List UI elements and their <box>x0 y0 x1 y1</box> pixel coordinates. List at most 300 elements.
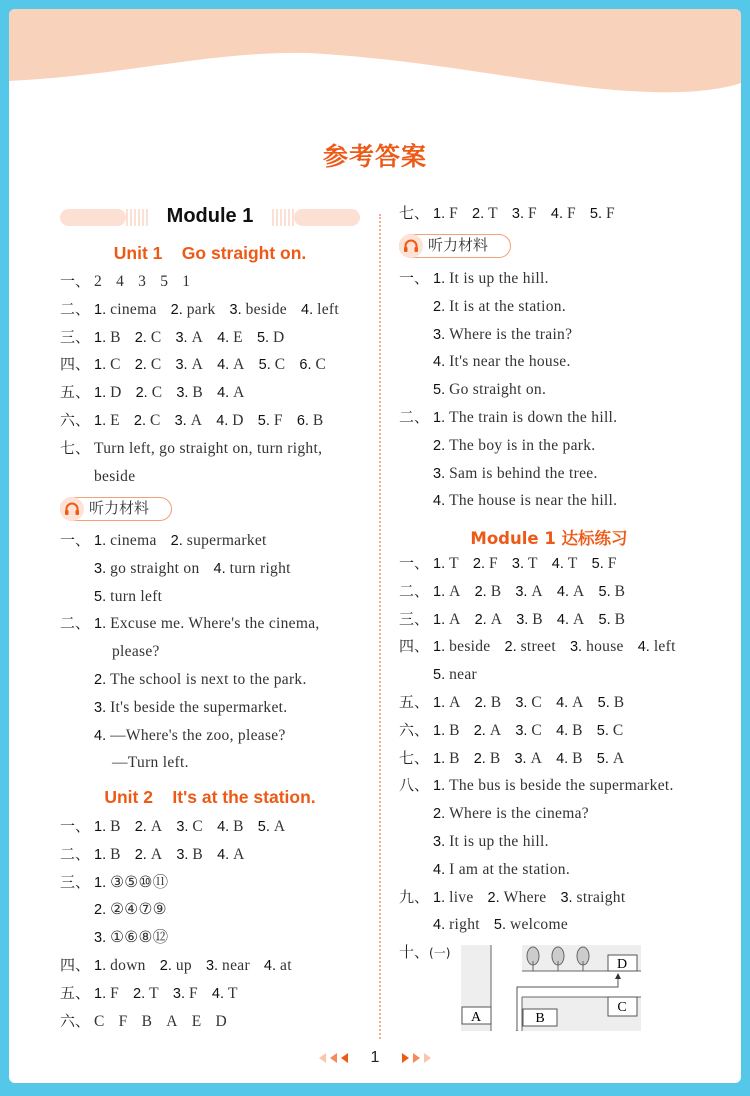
answer-item <box>264 958 292 974</box>
item-number: 1. <box>94 846 107 863</box>
listening-badge <box>399 234 511 258</box>
question-number: 二、 <box>60 614 91 633</box>
item-number: 3. <box>514 750 527 767</box>
answer-text: straight <box>576 888 626 906</box>
answer-item <box>94 847 121 863</box>
answer-text: near <box>449 666 477 684</box>
answer-text: The school is next to the park. <box>110 670 307 688</box>
unit1-heading: Unit 1 Go straight on. <box>113 243 307 263</box>
item-number: 2. <box>134 329 147 346</box>
item-number: 1. <box>94 957 107 974</box>
item-number: 1. <box>433 271 446 287</box>
answer-item <box>433 751 460 767</box>
answer-item <box>557 584 585 600</box>
answer-row <box>60 463 353 491</box>
answer-text: beside <box>94 467 136 485</box>
item-number: 2. <box>133 985 146 1002</box>
item-number: 2. <box>159 957 172 974</box>
answer-item <box>94 469 135 485</box>
answer-text: It is up the hill. <box>449 270 549 287</box>
item-number: 1. <box>433 611 446 628</box>
answer-text: B <box>572 721 583 739</box>
item-number: 1. <box>94 329 107 346</box>
answer-text: A <box>490 610 503 628</box>
answer-row <box>60 841 306 869</box>
answer-text: F <box>449 205 459 222</box>
answer-item <box>142 1014 153 1030</box>
item-number: 1. <box>94 412 107 429</box>
answer-row <box>399 460 631 488</box>
answer-item <box>512 556 538 572</box>
headphones-icon <box>60 497 84 521</box>
answer-item <box>297 413 324 429</box>
answer-text: C <box>151 384 163 402</box>
answer-item <box>138 274 146 290</box>
answer-item <box>560 890 625 906</box>
listening-badge <box>60 497 172 521</box>
answer-text: The train is down the hill. <box>449 408 618 426</box>
answer-text: T <box>567 555 578 572</box>
answer-item <box>472 206 498 222</box>
answer-item <box>259 357 286 373</box>
answer-item <box>512 206 537 222</box>
answer-text: beside <box>449 638 491 656</box>
answer-row <box>399 293 631 321</box>
answer-text: A <box>449 610 461 628</box>
answer-row <box>60 435 353 463</box>
answer-item <box>112 755 189 771</box>
answer-item <box>94 302 157 318</box>
answer-row <box>399 432 631 460</box>
item-number: 3. <box>515 694 528 711</box>
item-number: 1. <box>433 409 446 426</box>
item-number: 3. <box>172 985 185 1002</box>
answer-item <box>433 493 617 509</box>
answer-text: Turn left, go straight on, turn right, <box>94 439 323 457</box>
answer-row <box>399 633 690 661</box>
item-number: 1. <box>94 385 107 402</box>
answer-item <box>433 917 480 933</box>
question-number: 二、 <box>399 407 430 426</box>
answer-item <box>94 533 157 549</box>
answer-item <box>257 330 285 346</box>
answer-text: I am at the station. <box>449 860 571 878</box>
answer-text: 4 <box>116 273 125 290</box>
answer-text: C <box>274 356 286 374</box>
answer-row <box>399 828 690 856</box>
item-number: 4. <box>263 957 277 974</box>
answer-text: F <box>606 205 615 222</box>
answer-item <box>94 700 287 716</box>
answer-item <box>515 584 543 600</box>
practice-heading: Module 1 达标练习 <box>470 529 628 548</box>
question-number: 六、 <box>399 720 430 739</box>
answer-row <box>399 661 690 689</box>
item-number: 5. <box>596 750 609 767</box>
item-number: 4. <box>433 861 446 878</box>
item-number: 1. <box>94 301 107 318</box>
item-number: 4. <box>301 301 314 318</box>
page-number: 1 <box>370 1049 380 1066</box>
answer-row <box>60 527 334 555</box>
item-number: 4. <box>217 357 230 374</box>
answer-item <box>182 274 190 290</box>
answer-text: A <box>166 1012 178 1030</box>
item-number: 3. <box>176 819 189 835</box>
answer-item <box>556 723 583 739</box>
answer-text: It is at the station. <box>449 297 567 315</box>
answer-item <box>570 639 624 655</box>
item-number: 2. <box>433 298 446 315</box>
answer-text: T <box>488 205 498 222</box>
answer-item <box>433 667 477 683</box>
answer-text: B <box>141 1012 153 1030</box>
answer-text: C <box>612 721 624 739</box>
item-number: 3. <box>511 556 524 572</box>
answer-text: A <box>531 582 543 600</box>
question-number: 三、 <box>399 609 430 628</box>
question-number: 七、 <box>60 438 91 457</box>
answer-text: Where is the train? <box>449 325 573 343</box>
answer-text: F <box>273 411 283 429</box>
unit1-answers <box>60 268 353 490</box>
question-number: 三、 <box>60 327 91 346</box>
answer-text: ③⑤⑩⑪ <box>110 873 169 891</box>
answer-item <box>433 723 460 739</box>
answer-item <box>475 584 502 600</box>
answer-item <box>212 986 238 1002</box>
answer-text: B <box>613 693 625 711</box>
answer-row <box>60 638 334 666</box>
triangle-left-icon <box>330 1053 337 1063</box>
answer-item <box>557 612 585 628</box>
question-number: 一、 <box>60 272 91 290</box>
answer-text: B <box>572 749 583 767</box>
item-number: 5. <box>256 329 270 346</box>
answer-text: down <box>110 956 146 974</box>
answer-row <box>399 578 690 606</box>
answer-row <box>60 268 353 296</box>
answer-item <box>112 644 160 660</box>
answer-item <box>175 357 203 373</box>
item-number: 1. <box>433 889 446 906</box>
item-number: 4. <box>556 694 569 711</box>
answer-item <box>94 357 121 373</box>
answer-text: E <box>110 411 120 429</box>
answer-text: D <box>215 1012 227 1030</box>
answer-item <box>94 902 167 918</box>
practice-item-10 <box>399 941 450 962</box>
answer-text: C <box>149 411 161 429</box>
answer-text: B <box>449 749 460 767</box>
answer-text: It's near the house. <box>449 353 571 371</box>
answer-text: street <box>520 638 556 656</box>
item-label: 十、 <box>399 943 430 961</box>
answer-text: The boy is in the park. <box>449 436 596 454</box>
answer-item <box>217 819 244 835</box>
item-number: 3. <box>433 465 446 482</box>
answer-text: B <box>490 693 502 711</box>
question-number: 一、 <box>60 531 91 549</box>
answer-item <box>433 890 474 906</box>
answer-text: F <box>110 984 120 1002</box>
item-number: 4. <box>216 412 229 429</box>
answer-row <box>60 555 334 583</box>
answer-text: B <box>449 721 460 739</box>
answer-text: C <box>192 818 204 835</box>
item-number: 1. <box>433 750 446 767</box>
answer-row <box>60 1008 306 1036</box>
item-number: 2. <box>133 412 146 429</box>
answer-text: Excuse me. Where's the cinema, <box>110 615 320 633</box>
answer-text: A <box>233 356 245 374</box>
answer-text: C <box>531 721 543 739</box>
item-number: 2. <box>474 583 487 600</box>
listening-label: 听力材料 <box>428 236 489 254</box>
answer-item <box>94 958 146 974</box>
item-number: 2. <box>474 694 487 711</box>
answer-item <box>590 206 615 222</box>
header-wave-decoration <box>9 9 741 99</box>
item-number: 4. <box>433 354 446 371</box>
answer-text: C <box>531 693 543 711</box>
item-number: 1. <box>94 985 107 1002</box>
question-number: 五、 <box>399 692 430 711</box>
item-number: 4. <box>550 206 563 222</box>
answer-text: A <box>150 818 163 835</box>
answer-row <box>60 351 353 379</box>
answer-text: A <box>449 693 461 711</box>
answer-row <box>399 884 690 912</box>
answer-text: E <box>191 1012 202 1030</box>
answer-text: B <box>490 582 502 600</box>
answer-item <box>494 917 568 933</box>
answer-text: F <box>118 1012 128 1030</box>
headphones-icon <box>399 234 423 258</box>
question-number: 五、 <box>60 383 91 402</box>
question-number: 一、 <box>399 554 430 572</box>
item-number: 2. <box>170 533 183 549</box>
answer-item <box>116 274 124 290</box>
answer-text: C <box>150 328 162 346</box>
answer-item <box>176 847 203 863</box>
answer-item <box>433 410 617 426</box>
item-number: 5. <box>597 694 610 711</box>
answer-row <box>60 583 334 611</box>
route-map-diagram <box>461 945 641 1031</box>
unit2-answers <box>60 813 306 1035</box>
answer-item <box>598 695 625 711</box>
answer-item <box>597 723 624 739</box>
item-number: 1. <box>433 778 446 795</box>
item-number: 4. <box>94 727 107 744</box>
question-number: 二、 <box>60 299 91 318</box>
item-number: 3. <box>511 206 524 222</box>
answer-item <box>556 695 584 711</box>
answer-text: F <box>567 205 576 222</box>
answer-text: —Turn left. <box>112 754 189 772</box>
answer-text: ①⑥⑧⑫ <box>110 929 169 947</box>
item-number: 3. <box>515 583 528 600</box>
answer-row <box>399 911 690 939</box>
item-number: 4. <box>637 639 650 656</box>
answer-item <box>94 616 320 632</box>
answer-row <box>399 772 690 800</box>
item-number: 3. <box>94 699 107 716</box>
answer-text: A <box>150 845 163 863</box>
item-number: 4. <box>217 385 230 402</box>
svg-text:A: A <box>470 1010 482 1025</box>
item-number: 5. <box>589 206 603 222</box>
item-number: 6. <box>296 412 309 429</box>
unit2-heading: Unit 2 It's at the station. <box>104 787 316 807</box>
triangle-right-icon <box>402 1053 409 1063</box>
answer-row <box>399 745 690 773</box>
answer-text: A <box>191 356 204 374</box>
item-number: 4. <box>217 846 230 863</box>
item-number: 5. <box>591 556 604 572</box>
column-divider <box>379 214 381 1039</box>
answer-text: 3 <box>138 273 147 290</box>
item-number: 3. <box>433 833 446 850</box>
answer-text: E <box>233 328 243 346</box>
answer-text: 2 <box>94 273 103 290</box>
answer-row <box>60 813 306 841</box>
answer-item <box>94 930 168 946</box>
answer-item <box>214 561 291 577</box>
item-number: 3. <box>229 301 242 318</box>
item-number: 2. <box>472 556 485 572</box>
item-number: 3. <box>205 957 219 974</box>
item-number: 1. <box>433 583 446 600</box>
answer-row <box>399 606 690 634</box>
answer-item <box>94 819 121 835</box>
item-number: 5. <box>433 667 446 684</box>
question-number: 六、 <box>60 410 91 429</box>
answer-text: Sam is behind the tree. <box>449 464 598 482</box>
answer-row <box>60 324 353 352</box>
answer-text: F <box>488 555 498 572</box>
answer-text: park <box>186 300 216 318</box>
listening-label: 听力材料 <box>89 499 150 517</box>
answer-item <box>230 302 288 318</box>
triangle-left-icon <box>319 1053 326 1063</box>
answer-item <box>192 1014 202 1030</box>
answer-text: A <box>233 384 245 402</box>
answer-item <box>215 1014 227 1030</box>
item-number: 5. <box>94 588 107 605</box>
answer-item <box>433 438 595 454</box>
question-number: 二、 <box>60 844 91 863</box>
answer-text: left <box>317 300 339 318</box>
answer-row <box>399 800 690 828</box>
page-title: 参考答案 <box>322 142 427 171</box>
item-number: 2. <box>472 206 485 222</box>
answer-text: B <box>110 845 121 863</box>
question-number: 一、 <box>399 269 430 287</box>
item-sublabel: (一) <box>429 946 451 960</box>
answer-item <box>433 695 461 711</box>
answer-text: turn left <box>110 587 163 605</box>
answer-item <box>638 639 676 655</box>
item-number: 3. <box>176 385 189 402</box>
answer-item <box>433 299 566 315</box>
answer-text: go straight on <box>110 559 200 577</box>
answer-text: F <box>607 555 617 572</box>
question-number: 四、 <box>60 355 91 374</box>
item-number: 1. <box>433 556 446 572</box>
answer-text: B <box>110 328 121 346</box>
item-number: 3. <box>175 329 188 346</box>
answer-item <box>217 385 245 401</box>
answer-text: B <box>192 384 204 402</box>
answer-item <box>160 274 168 290</box>
answer-item <box>475 612 503 628</box>
item-number: 2. <box>134 846 147 863</box>
page-footer <box>9 1049 741 1067</box>
item-number: 1. <box>433 694 446 711</box>
question-number: 一、 <box>60 817 91 835</box>
answer-item <box>133 986 159 1002</box>
answer-item <box>552 556 578 572</box>
answer-item <box>433 778 674 794</box>
answer-row <box>60 952 306 980</box>
answer-text: C <box>110 356 121 374</box>
answer-item <box>433 466 598 482</box>
answer-row <box>399 376 631 404</box>
answer-row <box>399 487 631 515</box>
answer-item <box>514 751 542 767</box>
answer-row <box>60 722 334 750</box>
item-number: 3. <box>569 639 583 656</box>
answer-item <box>515 723 542 739</box>
item-number: 2. <box>94 671 107 688</box>
item-number: 4. <box>217 819 230 835</box>
answer-item <box>94 274 102 290</box>
answer-item <box>597 751 625 767</box>
answer-item <box>94 672 307 688</box>
item-number: 1. <box>94 357 107 374</box>
answer-item <box>135 819 163 835</box>
answer-text: The house is near the hill. <box>449 492 618 510</box>
answer-item <box>94 986 119 1002</box>
answer-item <box>473 556 498 572</box>
svg-text:B: B <box>535 1011 545 1026</box>
answer-text: A <box>530 749 543 767</box>
answer-text: A <box>489 721 502 739</box>
answer-item <box>160 958 192 974</box>
answer-row <box>399 856 690 884</box>
question-number: 九、 <box>399 887 430 906</box>
answer-row <box>60 610 334 638</box>
answer-text: B <box>532 610 543 628</box>
answer-row <box>399 717 690 745</box>
item-number: 4. <box>433 493 446 510</box>
answer-text: C <box>94 1012 105 1030</box>
item-number: 2. <box>487 889 500 906</box>
answer-item <box>474 723 502 739</box>
answer-item <box>217 847 245 863</box>
answer-text: B <box>489 749 501 767</box>
item-number: 5. <box>433 382 446 399</box>
answer-text: turn right <box>229 559 291 577</box>
answer-row <box>60 980 306 1008</box>
answer-text: A <box>233 845 245 863</box>
item-number: 1. <box>94 874 107 891</box>
answer-item <box>433 584 461 600</box>
item-number: 2. <box>504 639 517 656</box>
item-number: 2. <box>134 819 147 835</box>
